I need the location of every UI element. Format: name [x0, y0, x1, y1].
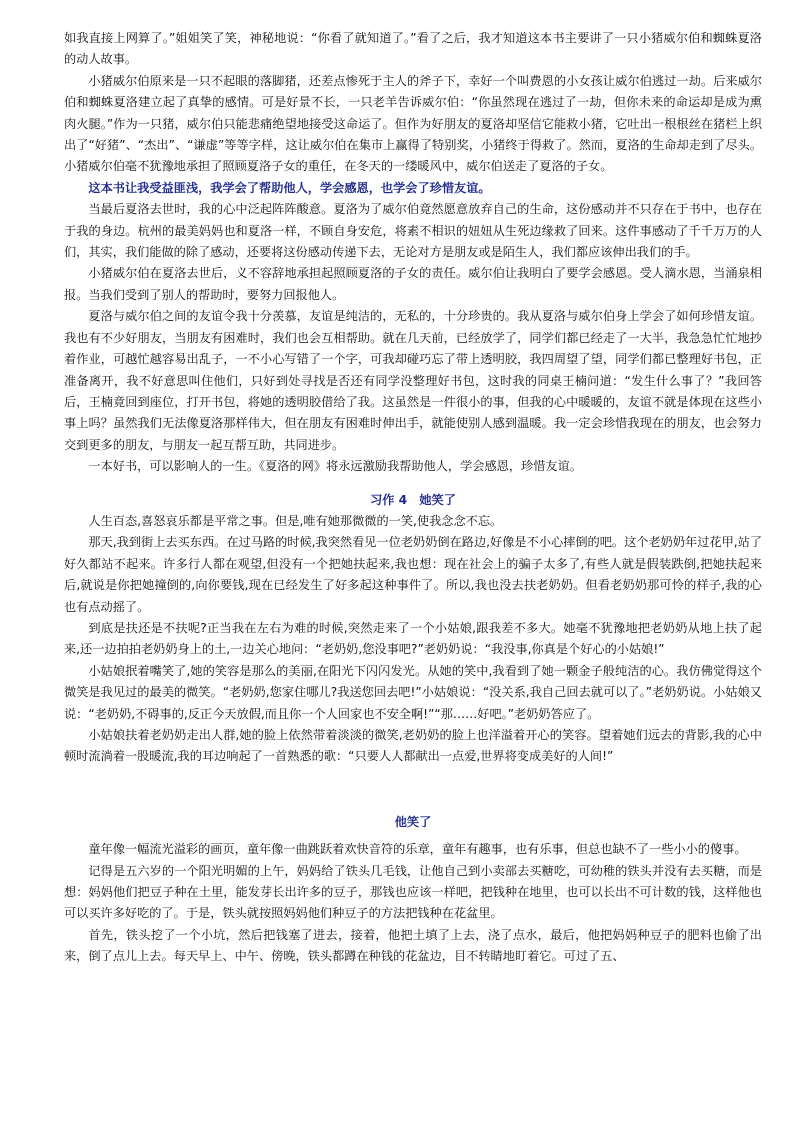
paragraph: 小姑娘抿着嘴笑了,她的笑容是那么的美丽,在阳光下闪闪发光。从她的笑中,我看到了她一颗金子般纯洁的心。我仿佛觉得这个微笑是我见过的最美的微笑。“老奶奶,您家住哪儿?我送您回去吧!”小姑娘说：“没关系,我自己回去就可以了。”老奶奶说。小姑娘又说：“老奶奶,不碍事的,反正今天放假,而且你一个人回家也不安全啊!”“那……好吧。”老奶奶答应了。: [64, 663, 762, 721]
paragraph: 记得是五六岁的一个阳光明媚的上午，妈妈给了铁头几毛钱，让他自己到小卖部去买糖吃，可幼稚的铁头并没有去买糖，而是想：妈妈他们把豆子种在土里，能发芽长出许多的豆子，那钱也应该一样吧，把钱种在地里，也可以长出不可计数的钱，这样他也可以买许多好吃的了。于是，铁头就按照妈妈他们种豆子的方法把钱种在花盆里。: [64, 863, 762, 921]
paragraph: 夏洛与威尔伯之间的友谊令我十分羡慕，友谊是纯洁的，无私的，十分珍贵的。我从夏洛与威尔伯身上学会了如何珍惜友谊。我也有不少好朋友，当朋友有困难时，我们也会互相帮助。就在几天前，已经放学了，同学们都已经走了一大半，我急急忙忙地抄着作业，可越忙越容易出乱子，一不小心写错了一个字，可我却碰巧忘了带上透明胶，我四周望了望，同学们都已整理好书包，正准备离开，我不好意思叫住他们，只好到处寻找是否还有同学没整理好书包，这时我的同桌王楠问道：“发生什么事了？”我回答后，王楠竟回到座位，打开书包，将她的透明胶借给了我。这虽然是一件很小的事，但我的心中暖暖的，友谊不就是体现在这些小事上吗？虽然我们无法像夏洛那样伟大，但在朋友有困难时伸出手，就能使别人感到温暖。我一定会珍惜我现在的朋友，也会努力交到更多的朋友，与朋友一起互帮互助，共同进步。: [64, 309, 762, 452]
paragraph: 首先，铁头挖了一个小坑，然后把钱塞了进去，接着，他把土填了上去，浇了点水，最后，他把妈妈种豆子的肥料也偷了出来，倒了点儿上去。每天早上、中午、傍晚，铁头都蹲在种钱的花盆边，目不转睛地盯着它。可过了五、: [64, 927, 762, 964]
paragraph: 小姑娘扶着老奶奶走出人群,她的脸上依然带着淡淡的微笑,老奶奶的脸上也洋溢着开心的笑容。望着她们远去的背影,我的心中顿时流淌着一股暖流,我的耳边响起了一首熟悉的歌：“只要人人都献出一点爱,世界将变成美好的人间!”: [64, 728, 762, 764]
paragraph: 小猪威尔伯原来是一只不起眼的落脚猪，还差点惨死于主人的斧子下，幸好一个叫费恩的小女孩让威尔伯逃过一劫。后来威尔伯和蜘蛛夏洛建立起了真挚的感情。可是好景不长，一只老羊告诉威尔伯：“你虽然现在逃过了一劫，但你未来的命运却是成为熏肉火腿。”作为一只猪，威尔伯只能悲痛绝望地接受这命运了。但作为好朋友的夏洛却坚信它能救小猪，它吐出一根根丝在猪栏上织出了“好猪”、“杰出”、“谦虚”等等字样，这让威尔伯在集市上赢得了特别奖，小猪终于得救了。然而，夏洛的生命却走到了尽头。小猪威尔伯毫不犹豫地承担了照顾夏洛子女的重任，在冬天的一缕暖风中，威尔伯送走了夏洛的子女。: [64, 73, 762, 174]
essay-section-she-smiled: [64, 490, 762, 768]
highlighted-thesis: 这本书让我受益匪浅，我学会了帮助他人，学会感恩，也学会了珍惜友谊。: [88, 180, 491, 195]
essay-section-he-smiled: [64, 812, 762, 968]
paragraph: 到底是扶还是不扶呢?正当我在左右为难的时候,突然走来了一个小姑娘,跟我差不多大。她毫不犹豫地把老奶奶从地上扶了起来,还一边拍拍老奶奶身上的土,一边关心地问：“老奶奶,您没事吧?”老奶奶说：“我没事,你真是个好心的小姑娘!”: [64, 620, 762, 657]
section-heading: 习作 4 她笑了: [370, 492, 456, 507]
paragraph: 小猪威尔伯在夏洛去世后，义不容辞地承担起照顾夏洛的子女的责任。威尔伯让我明白了要学会感恩。受人滴水恩，当涌泉相报。当我们受到了别人的帮助时，要努力回报他人。: [64, 266, 762, 302]
paragraph: 如我直接上网算了。”姐姐笑了笑，神秘地说：“你看了就知道了。”看了之后，我才知道这本书主要讲了一只小猪威尔伯和蜘蛛夏洛的动人故事。: [64, 31, 762, 67]
paragraph: 当最后夏洛去世时，我的心中泛起阵阵酸意。夏洛为了威尔伯竟然愿意放弃自己的生命，这份感动并不只存在于书中，也存在于我的身边。杭州的最美妈妈也和夏洛一样，不顾自身安危，将素不相识的妞妞从生死边缘救了回来。这件事感动了千千万万的人们，其实，我们能做的除了感动，还要将这份感动传递下去，无论对方是朋友或是陌生人，我们都应该伸出我们的手。: [64, 202, 762, 260]
paragraph: 一本好书，可以影响人的一生。《夏洛的网》将永远激励我帮助他人，学会感恩，珍惜友谊。: [88, 459, 582, 474]
paragraph: 童年像一幅流光溢彩的画页，童年像一曲跳跃着欢快音符的乐章，童年有趣事，也有乐事，但总也缺不了一些小小的傻事。: [88, 842, 747, 857]
essay-section-charlottes-web: [64, 28, 762, 478]
section-heading: 他笑了: [394, 814, 432, 829]
paragraph: 人生百态,喜怒哀乐都是平常之事。但是,唯有她那微微的一笑,使我念念不忘。: [88, 513, 503, 528]
paragraph: 那天,我到街上去买东西。在过马路的时候,我突然看见一位老奶奶倒在路边,好像是不小心摔倒的吧。这个老奶奶年过花甲,站了好久都站不起来。许多行人都在观望,但没有一个把她扶起来,我也想：现在社会上的骗子太多了,有些人就是假装跌倒,把她扶起来后,就说是你把她撞倒的,向你要钱,现在已经发生了好多起这种事件了。所以,我也没去扶老奶奶。但看老奶奶那可怜的样子,我的心也有点动摇了。: [64, 535, 763, 614]
